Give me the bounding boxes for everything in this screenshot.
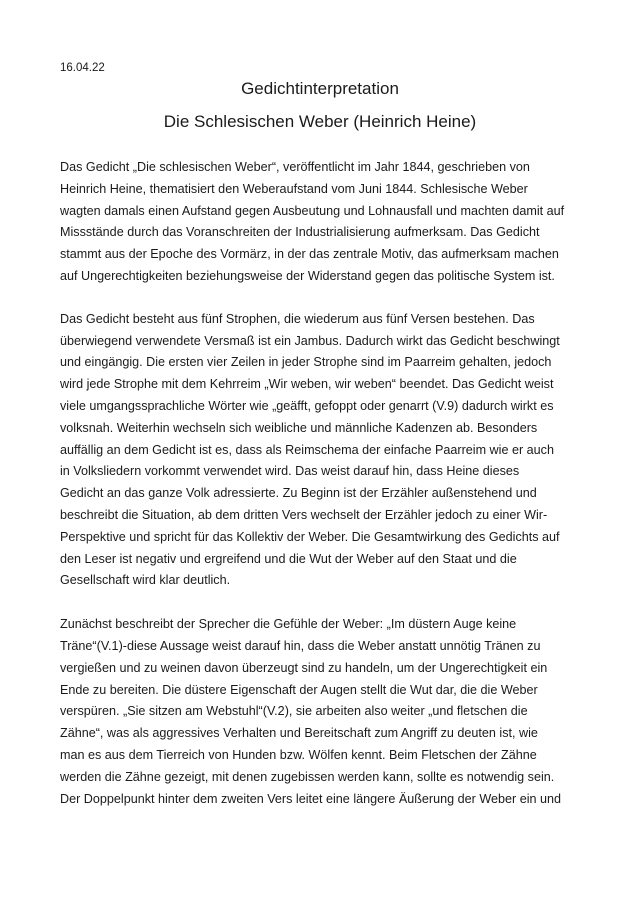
- document-title: Gedichtinterpretation: [241, 79, 399, 98]
- text-line: wagten damals einen Aufstand gegen Ausbeutung und Lohnausfall und machten damit auf: [60, 203, 565, 218]
- text-line: auffällig an dem Gedicht ist es, dass als Reimschema der einfache Paarreim wie er auch: [60, 442, 554, 457]
- text-line: Das Gedicht besteht aus fünf Strophen, die wiederum aus fünf Versen bestehen. Das: [60, 311, 535, 326]
- text-line: auf Ungerechtigkeiten beziehungsweise der Widerstand gegen das politische System ist.: [60, 268, 555, 283]
- paragraph: [60, 309, 590, 592]
- text-line: Zähne“, was als aggressives Verhalten und Bereitschaft zum Angriff zu deuten ist, wie: [60, 726, 538, 741]
- text-line: den Leser ist negativ und ergreifend und die Wut der Weber auf den Staat und die: [60, 551, 517, 566]
- paragraph: [60, 614, 590, 810]
- text-line: wird jede Strophe mit dem Kehrreim „Wir weben, wir weben“ beendet. Das Gedicht weist: [60, 377, 554, 392]
- text-line: Ende zu bereiten. Die düstere Eigenschaft der Augen stellt die Wut dar, die die Weber: [60, 682, 538, 697]
- text-line: werden die Zähne gezeigt, mit denen zugebissen werden kann, sollte es notwendig sein.: [60, 769, 555, 784]
- document-subtitle: Die Schlesischen Weber (Heinrich Heine): [163, 112, 477, 131]
- text-line: viele umgangssprachliche Wörter wie „geäfft, gefoppt oder genarrt (V.9) dadurch wirkt es: [60, 398, 554, 413]
- text-line: Gesellschaft wird klar deutlich.: [60, 573, 231, 588]
- text-line: Das Gedicht „Die schlesischen Weber“, veröffentlicht im Jahr 1844, geschrieben von: [60, 160, 530, 174]
- text-line: volksnah. Weiterhin wechseln sich weibliche und männliche Kadenzen ab. Besonders: [60, 420, 538, 435]
- text-line: Gedicht an das ganze Volk adressierte. Zu Beginn ist der Erzähler außenstehend und: [60, 486, 537, 501]
- document-date: 16.04.22: [60, 62, 105, 74]
- text-line: man es aus dem Tierreich von Hunden bzw. Wölfen kennt. Beim Fletschen der Zähne: [60, 747, 537, 762]
- text-line: Träne“(V.1)-diese Aussage weist darauf hin, dass die Weber anstatt unnötig Tränen zu: [60, 638, 541, 653]
- text-line: Perspektive und spricht für das Kollektiv der Weber. Die Gesamtwirkung des Gedichts auf: [60, 529, 560, 544]
- text-line: überwiegend verwendete Versmaß ist ein Jambus. Dadurch wirkt das Gedicht beschwingt: [60, 333, 560, 348]
- text-line: stammt aus der Epoche des Vormärz, in der das zentrale Motiv, das aufmerksam machen: [60, 247, 559, 262]
- text-line: Der Doppelpunkt hinter dem zweiten Vers leitet eine längere Äußerung der Weber ein und: [60, 791, 562, 806]
- text-line: verspüren. „Sie sitzen am Webstuhl“(V.2), sie arbeiten also weiter „und fletschen die: [60, 704, 528, 719]
- text-line: in Volksliedern vorkommt verwendet wird. Das weist darauf hin, dass Heine dieses: [60, 464, 520, 479]
- paragraph: [60, 157, 590, 288]
- text-line: Missstände durch das Voranschreiten der Industrialisierung aufmerksam. Das Gedicht: [60, 225, 540, 240]
- text-line: vergießen und zu weinen davon überzeugt sind zu handeln, um der Ungerechtigkeit ein: [60, 660, 548, 675]
- text-line: beschreibt die Situation, ab dem dritten Vers wechselt der Erzähler jedoch zu einer Wir-: [60, 507, 548, 522]
- text-line: Zunächst beschreibt der Sprecher die Gefühle der Weber: „Im düstern Auge keine: [60, 617, 517, 632]
- text-line: und eingängig. Die ersten vier Zeilen in jeder Strophe sind im Paarreim gehalten, jedoch: [60, 355, 552, 370]
- document-body: [60, 157, 590, 830]
- text-line: Heinrich Heine, thematisiert den Weberaufstand vom Juni 1844. Schlesische Weber: [60, 181, 528, 196]
